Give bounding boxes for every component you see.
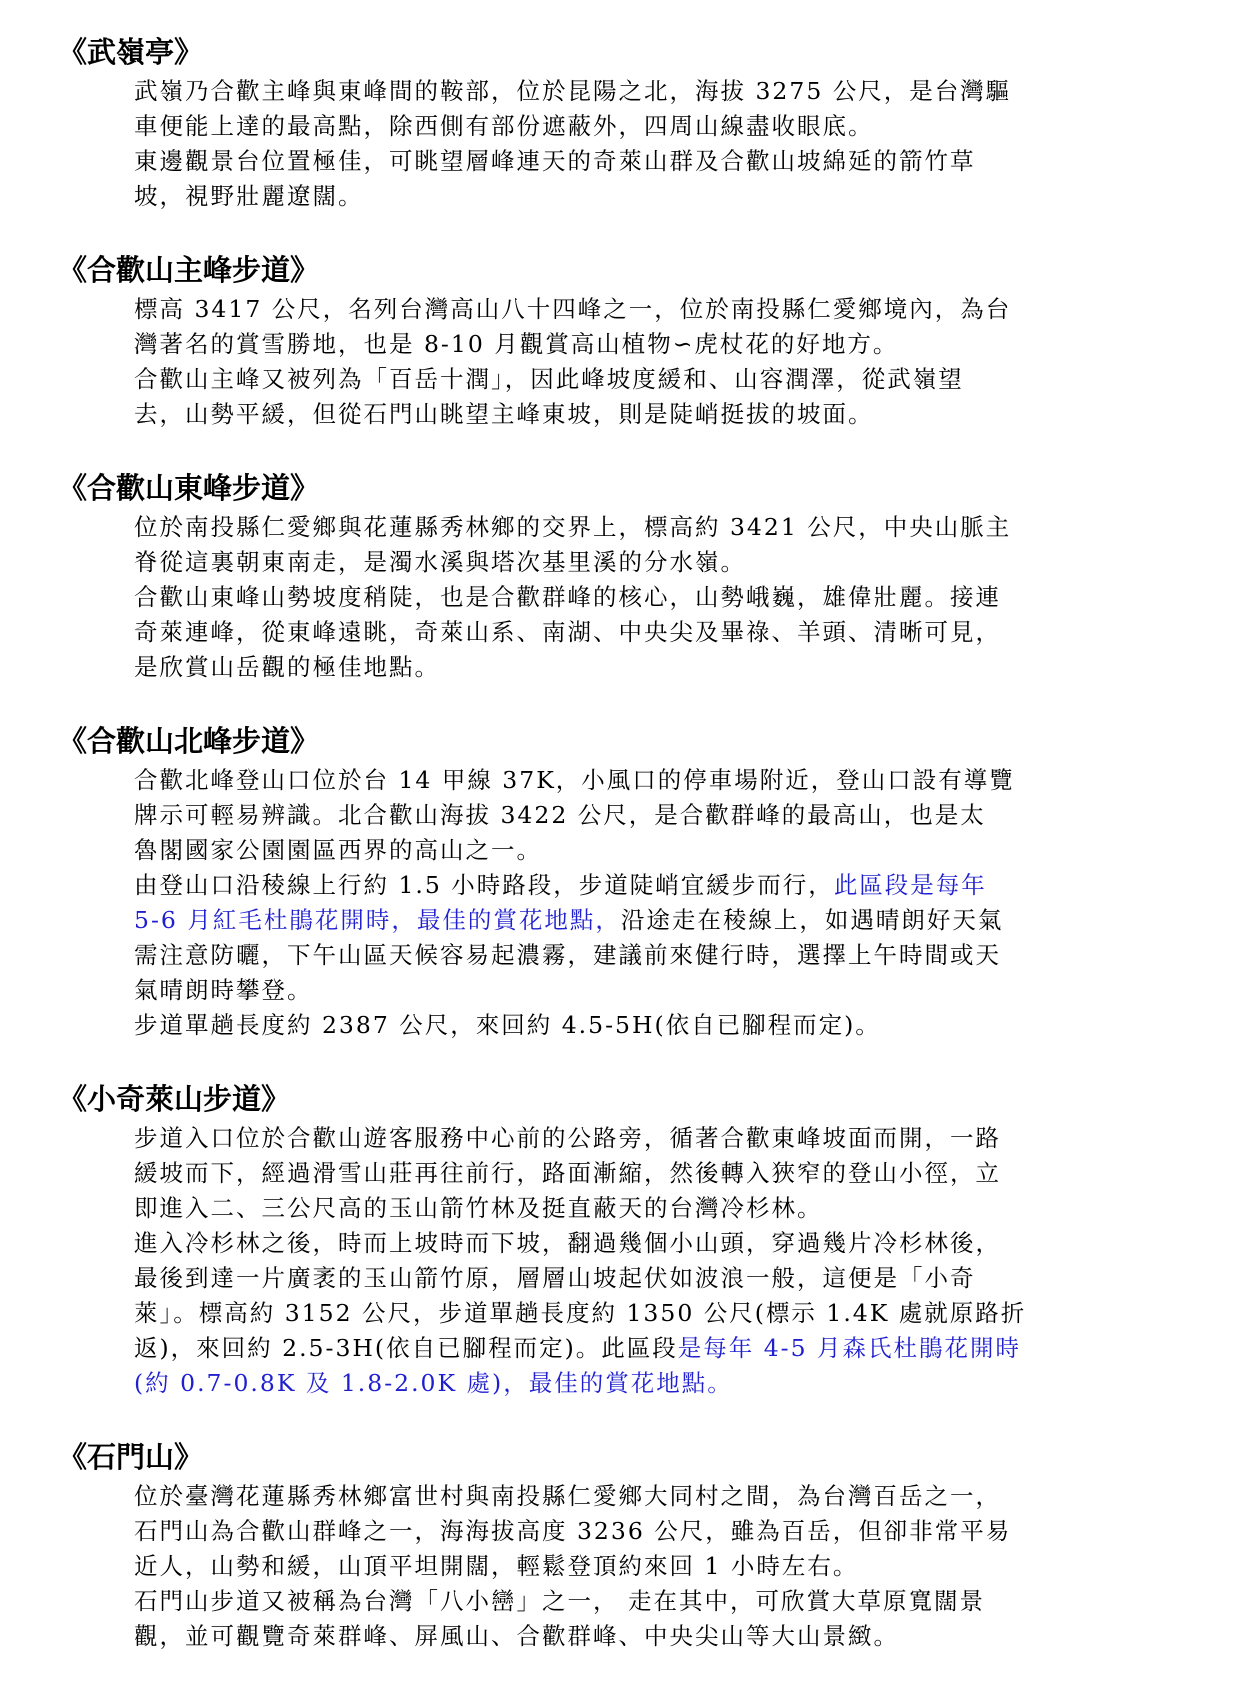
text-line — [134, 1331, 1204, 1366]
text-segment: 沿途走在稜線上，如遇晴朗好天氣 — [620, 906, 1004, 934]
text-line: 步道入口位於合歡山遊客服務中心前的公路旁，循著合歡東峰坡面而開，一路 — [134, 1124, 1001, 1152]
section-body — [134, 292, 1204, 432]
text-line — [134, 903, 1204, 938]
text-line: 位於臺灣花蓮縣秀林鄉富世村與南投縣仁愛鄉大同村之間，為台灣百岳之一， — [134, 1482, 1001, 1510]
section-body — [134, 763, 1204, 1043]
text-line: 石門山步道又被稱為台灣「八小巒」之一， 走在其中，可欣賞大草原寬闊景 — [134, 1587, 985, 1615]
text-line: 奇萊連峰，從東峰遠眺，奇萊山系、南湖、中央尖及畢祿、羊頭、清晰可見， — [134, 618, 1001, 646]
text-line: 石門山為合歡山群峰之一，海海拔高度 3236 公尺，雖為百岳，但卻非常平易 — [134, 1517, 1012, 1545]
text-line: 標高 3417 公尺，名列台灣高山八十四峰之一，位於南投縣仁愛鄉境內，為台 — [134, 295, 1012, 323]
section-body — [134, 74, 1204, 214]
text-line: 緩坡而下，經過滑雪山莊再往前行，路面漸縮，然後轉入狹窄的登山小徑，立 — [134, 1159, 1001, 1187]
text-line: 去，山勢平緩，但從石門山眺望主峰東坡，則是陡峭挺拔的坡面。 — [134, 400, 874, 428]
section-title: 《合歡山北峰步道》 — [58, 724, 320, 758]
text-line: 魯閣國家公園園區西界的高山之一。 — [134, 836, 542, 864]
text-line: 即進入二、三公尺高的玉山箭竹林及挺直蔽天的台灣冷杉林。 — [134, 1194, 823, 1222]
text-line: 是欣賞山岳觀的極佳地點。 — [134, 653, 440, 681]
text-line: 牌示可輕易辨識。北合歡山海拔 3422 公尺，是合歡群峰的最高山，也是太 — [134, 801, 986, 829]
section-body — [134, 1479, 1204, 1654]
section-hehuan-main-peak-trail — [0, 248, 1240, 432]
text-line: 武嶺乃合歡主峰與東峰間的鞍部，位於昆陽之北，海拔 3275 公尺，是台灣驅 — [134, 77, 1012, 105]
text-segment: 返)，來回約 2.5-3H(依自已腳程而定)。此區段 — [134, 1334, 678, 1362]
text-line: 東邊觀景台位置極佳，可眺望層峰連天的奇萊山群及合歡山坡綿延的箭竹草 — [134, 147, 976, 175]
highlighted-text: 此區段是每年 — [833, 871, 987, 899]
text-segment: 由登山口沿稜線上行約 1.5 小時路段，步道陡峭宜緩步而行， — [134, 871, 834, 899]
section-title: 《石門山》 — [58, 1440, 204, 1474]
section-title: 《合歡山主峰步道》 — [58, 253, 320, 287]
section-wuling-pavilion — [0, 30, 1240, 214]
text-line: 進入冷杉林之後，時而上坡時而下坡，翻過幾個小山頭，穿過幾片冷杉林後， — [134, 1229, 1001, 1257]
text-line: 觀，並可觀覽奇萊群峰、屏風山、合歡群峰、中央尖山等大山景緻。 — [134, 1622, 899, 1650]
text-line — [134, 868, 1204, 903]
highlighted-text: 是每年 4-5 月森氏杜鵑花開時 — [677, 1334, 1022, 1362]
text-line: 脊從這裏朝東南走，是濁水溪與塔次基里溪的分水嶺。 — [134, 548, 746, 576]
text-line: 步道單趟長度約 2387 公尺，來回約 4.5-5H(依自已腳程而定)。 — [134, 1011, 881, 1039]
text-line: 最後到達一片廣袤的玉山箭竹原，層層山坡起伏如波浪一般，這便是「小奇 — [134, 1264, 976, 1292]
text-line: 近人，山勢和緩，山頂平坦開闊，輕鬆登頂約來回 1 小時左右。 — [134, 1552, 859, 1580]
section-title: 《小奇萊山步道》 — [58, 1082, 291, 1116]
text-line: 位於南投縣仁愛鄉與花蓮縣秀林鄉的交界上，標高約 3421 公尺，中央山脈主 — [134, 513, 1012, 541]
section-little-qilai-trail — [0, 1077, 1240, 1401]
section-body — [134, 1121, 1204, 1401]
text-line: 灣著名的賞雪勝地，也是 8-10 月觀賞高山植物∽虎杖花的好地方。 — [134, 330, 899, 358]
highlighted-text: 5-6 月紅毛杜鵑花開時，最佳的賞花地點， — [134, 906, 621, 934]
section-hehuan-north-peak-trail — [0, 719, 1240, 1043]
text-line: 合歡山主峰又被列為「百岳十潤」，因此峰坡度緩和、山容潤澤，從武嶺望 — [134, 365, 964, 393]
section-hehuan-east-peak-trail — [0, 466, 1240, 685]
text-line: 合歡北峰登山口位於台 14 甲線 37K，小風口的停車場附近，登山口設有導覽 — [134, 766, 1015, 794]
text-line: 萊」。標高約 3152 公尺，步道單趟長度約 1350 公尺(標示 1.4K 處就原路折 — [134, 1299, 1027, 1327]
text-line: 坡，視野壯麗遼闊。 — [134, 182, 364, 210]
document-page — [0, 30, 1240, 1688]
section-title: 《合歡山東峰步道》 — [58, 471, 320, 505]
text-line: 氣晴朗時攀登。 — [134, 976, 313, 1004]
text-line: 合歡山東峰山勢坡度稍陡，也是合歡群峰的核心，山勢峨巍，雄偉壯麗。接連 — [134, 583, 1001, 611]
text-line: 車便能上達的最高點，除西側有部份遮蔽外，四周山線盡收眼底。 — [134, 112, 874, 140]
section-body — [134, 510, 1204, 685]
text-line: 需注意防曬，下午山區天候容易起濃霧，建議前來健行時，選擇上午時間或天 — [134, 941, 1001, 969]
section-shimen-mountain — [0, 1435, 1240, 1654]
highlighted-text: (約 0.7-0.8K 及 1.8-2.0K 處)，最佳的賞花地點。 — [134, 1369, 733, 1397]
section-title: 《武嶺亭》 — [58, 35, 204, 69]
